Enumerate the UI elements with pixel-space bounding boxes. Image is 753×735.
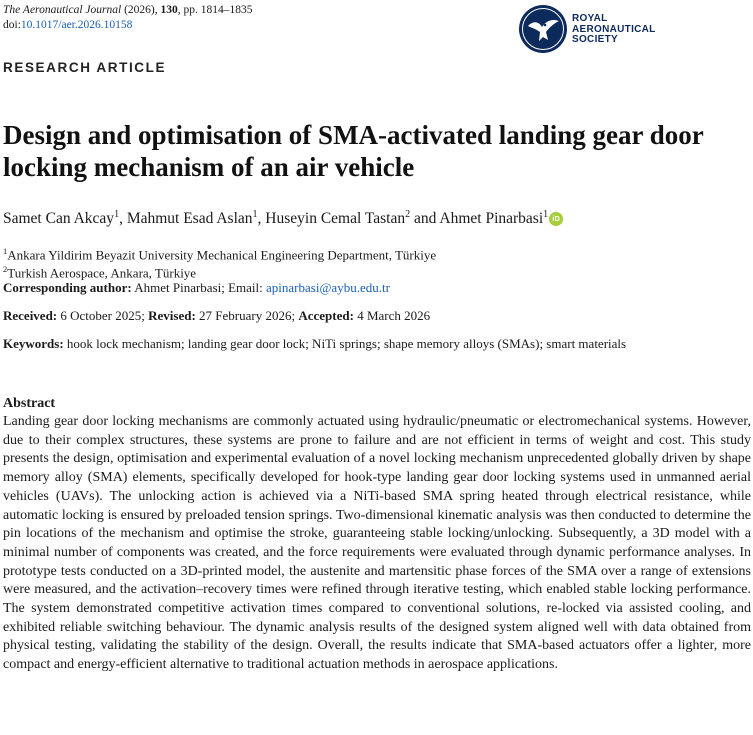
- corresponding-author: [3, 279, 390, 296]
- author-separator: ,: [119, 210, 127, 228]
- affiliation-mark: 2: [3, 264, 8, 274]
- author-separator: and: [410, 210, 440, 228]
- accepted-date: 4 March 2026: [353, 308, 431, 323]
- journal-name: The Aeronautical Journal: [3, 4, 122, 16]
- received-date: 6 October 2025;: [57, 308, 149, 323]
- corresponding-name: Ahmet Pinarbasi; Email:: [131, 280, 267, 295]
- affiliation-text: Turkish Aerospace, Ankara, Türkiye: [7, 265, 197, 281]
- journal-year: (2026),: [124, 4, 158, 16]
- article-dates: [3, 307, 430, 324]
- author-affiliation-mark: 1: [543, 209, 549, 220]
- keywords-label: Keywords:: [3, 336, 64, 351]
- journal-citation: [3, 3, 252, 18]
- keywords-text: hook lock mechanism; landing gear door lock; NiTi springs; shape memory alloys (SMAs); smart materials: [63, 336, 627, 351]
- logo-line-2: AERONAUTICAL: [572, 23, 656, 35]
- royal-aeronautical-society-logo[interactable]: [518, 4, 668, 54]
- revised-date: 27 February 2026;: [195, 308, 299, 323]
- logo-text: [572, 14, 656, 46]
- author-affiliation-mark: 1: [114, 209, 120, 220]
- keywords: [3, 335, 626, 352]
- affiliation-mark: 1: [3, 246, 8, 256]
- author-affiliation-mark: 2: [405, 209, 411, 220]
- email-link[interactable]: apinarbasi@aybu.edu.tr: [266, 280, 390, 295]
- author-name[interactable]: Samet Can Akcay: [3, 210, 115, 228]
- received-label: Received:: [3, 308, 58, 323]
- abstract-body: Landing gear door locking mechanisms are commonly actuated using hydraulic/pneumatic or electromechanical systems. However, due to their complex structures, these systems are prone to failure and are not efficient in terms of weight and cost. This study presents the design, optimisation and experimental evaluation of a novel locking mechanism unprecedented globally driven by shape memory alloy (SMA) elements, specifically developed for hook-type landing gear door locking systems used in unmanned aerial vehicles (UAVs). The unlocking action is achieved via a NiTi-based SMA spring heated through electrical resistance, while automatic locking is ensured by preloaded tension springs. Two-dimensional kinematic analysis was then conducted to determine the pin locations of the mechanism and optimise the stroke, guaranteeing stable locking/unlocking. Subsequently, a 3D model with a minimal number of components was created, and the force requirements were evaluated through dynamic performance analyses. In prototype tests conducted on a 3D-printed model, the austenite and martensitic phase forces of the SMA over a range of extensions were measured, and the activation–recovery times were refined through iterative testing, which enabled stable locking performance. The system demonstrated competitive activation times compared to conventional solutions, re-locked via assisted cooling, and exhibited reliable switching behaviour. The dynamic analysis results of the designed system aligned well with data obtained from physical testing, validating the stability of the design. Overall, the results indicate that SMA-based actuators offer a lighter, more compact and energy-efficient alternative to traditional actuation methods in aerospace applications.: [3, 414, 751, 673]
- author-name[interactable]: Ahmet Pinarbasi: [439, 210, 544, 228]
- author-name[interactable]: Huseyin Cemal Tastan: [265, 210, 406, 228]
- doi-label: doi:: [3, 19, 21, 31]
- journal-volume: 130: [160, 4, 178, 16]
- doi-line: [3, 18, 132, 33]
- revised-label: Revised:: [148, 308, 196, 323]
- author-list: [3, 205, 563, 229]
- accepted-label: Accepted:: [298, 308, 354, 323]
- orcid-icon[interactable]: iD: [549, 212, 563, 226]
- corresponding-label: Corresponding author:: [3, 280, 132, 295]
- logo-line-3: SOCIETY: [572, 34, 618, 45]
- eagle-emblem-icon: [518, 4, 568, 54]
- journal-pages: , pp. 1814–1835: [177, 4, 253, 16]
- abstract-heading: Abstract: [3, 396, 56, 411]
- article-type: RESEARCH ARTICLE: [3, 60, 167, 75]
- author-separator: ,: [257, 210, 266, 228]
- logo-line-1: ROYAL: [572, 13, 608, 24]
- author-affiliation-mark: 1: [252, 209, 258, 220]
- affiliation-text: Ankara Yildirim Beyazit University Mechanical Engineering Department, Türkiye: [7, 247, 437, 263]
- author-name[interactable]: Mahmut Esad Aslan: [126, 210, 253, 228]
- article-title: Design and optimisation of SMA-activated landing gear door locking mechanism of an air vehicle: [3, 120, 704, 182]
- doi-link[interactable]: 10.1017/aer.2026.10158: [20, 19, 133, 31]
